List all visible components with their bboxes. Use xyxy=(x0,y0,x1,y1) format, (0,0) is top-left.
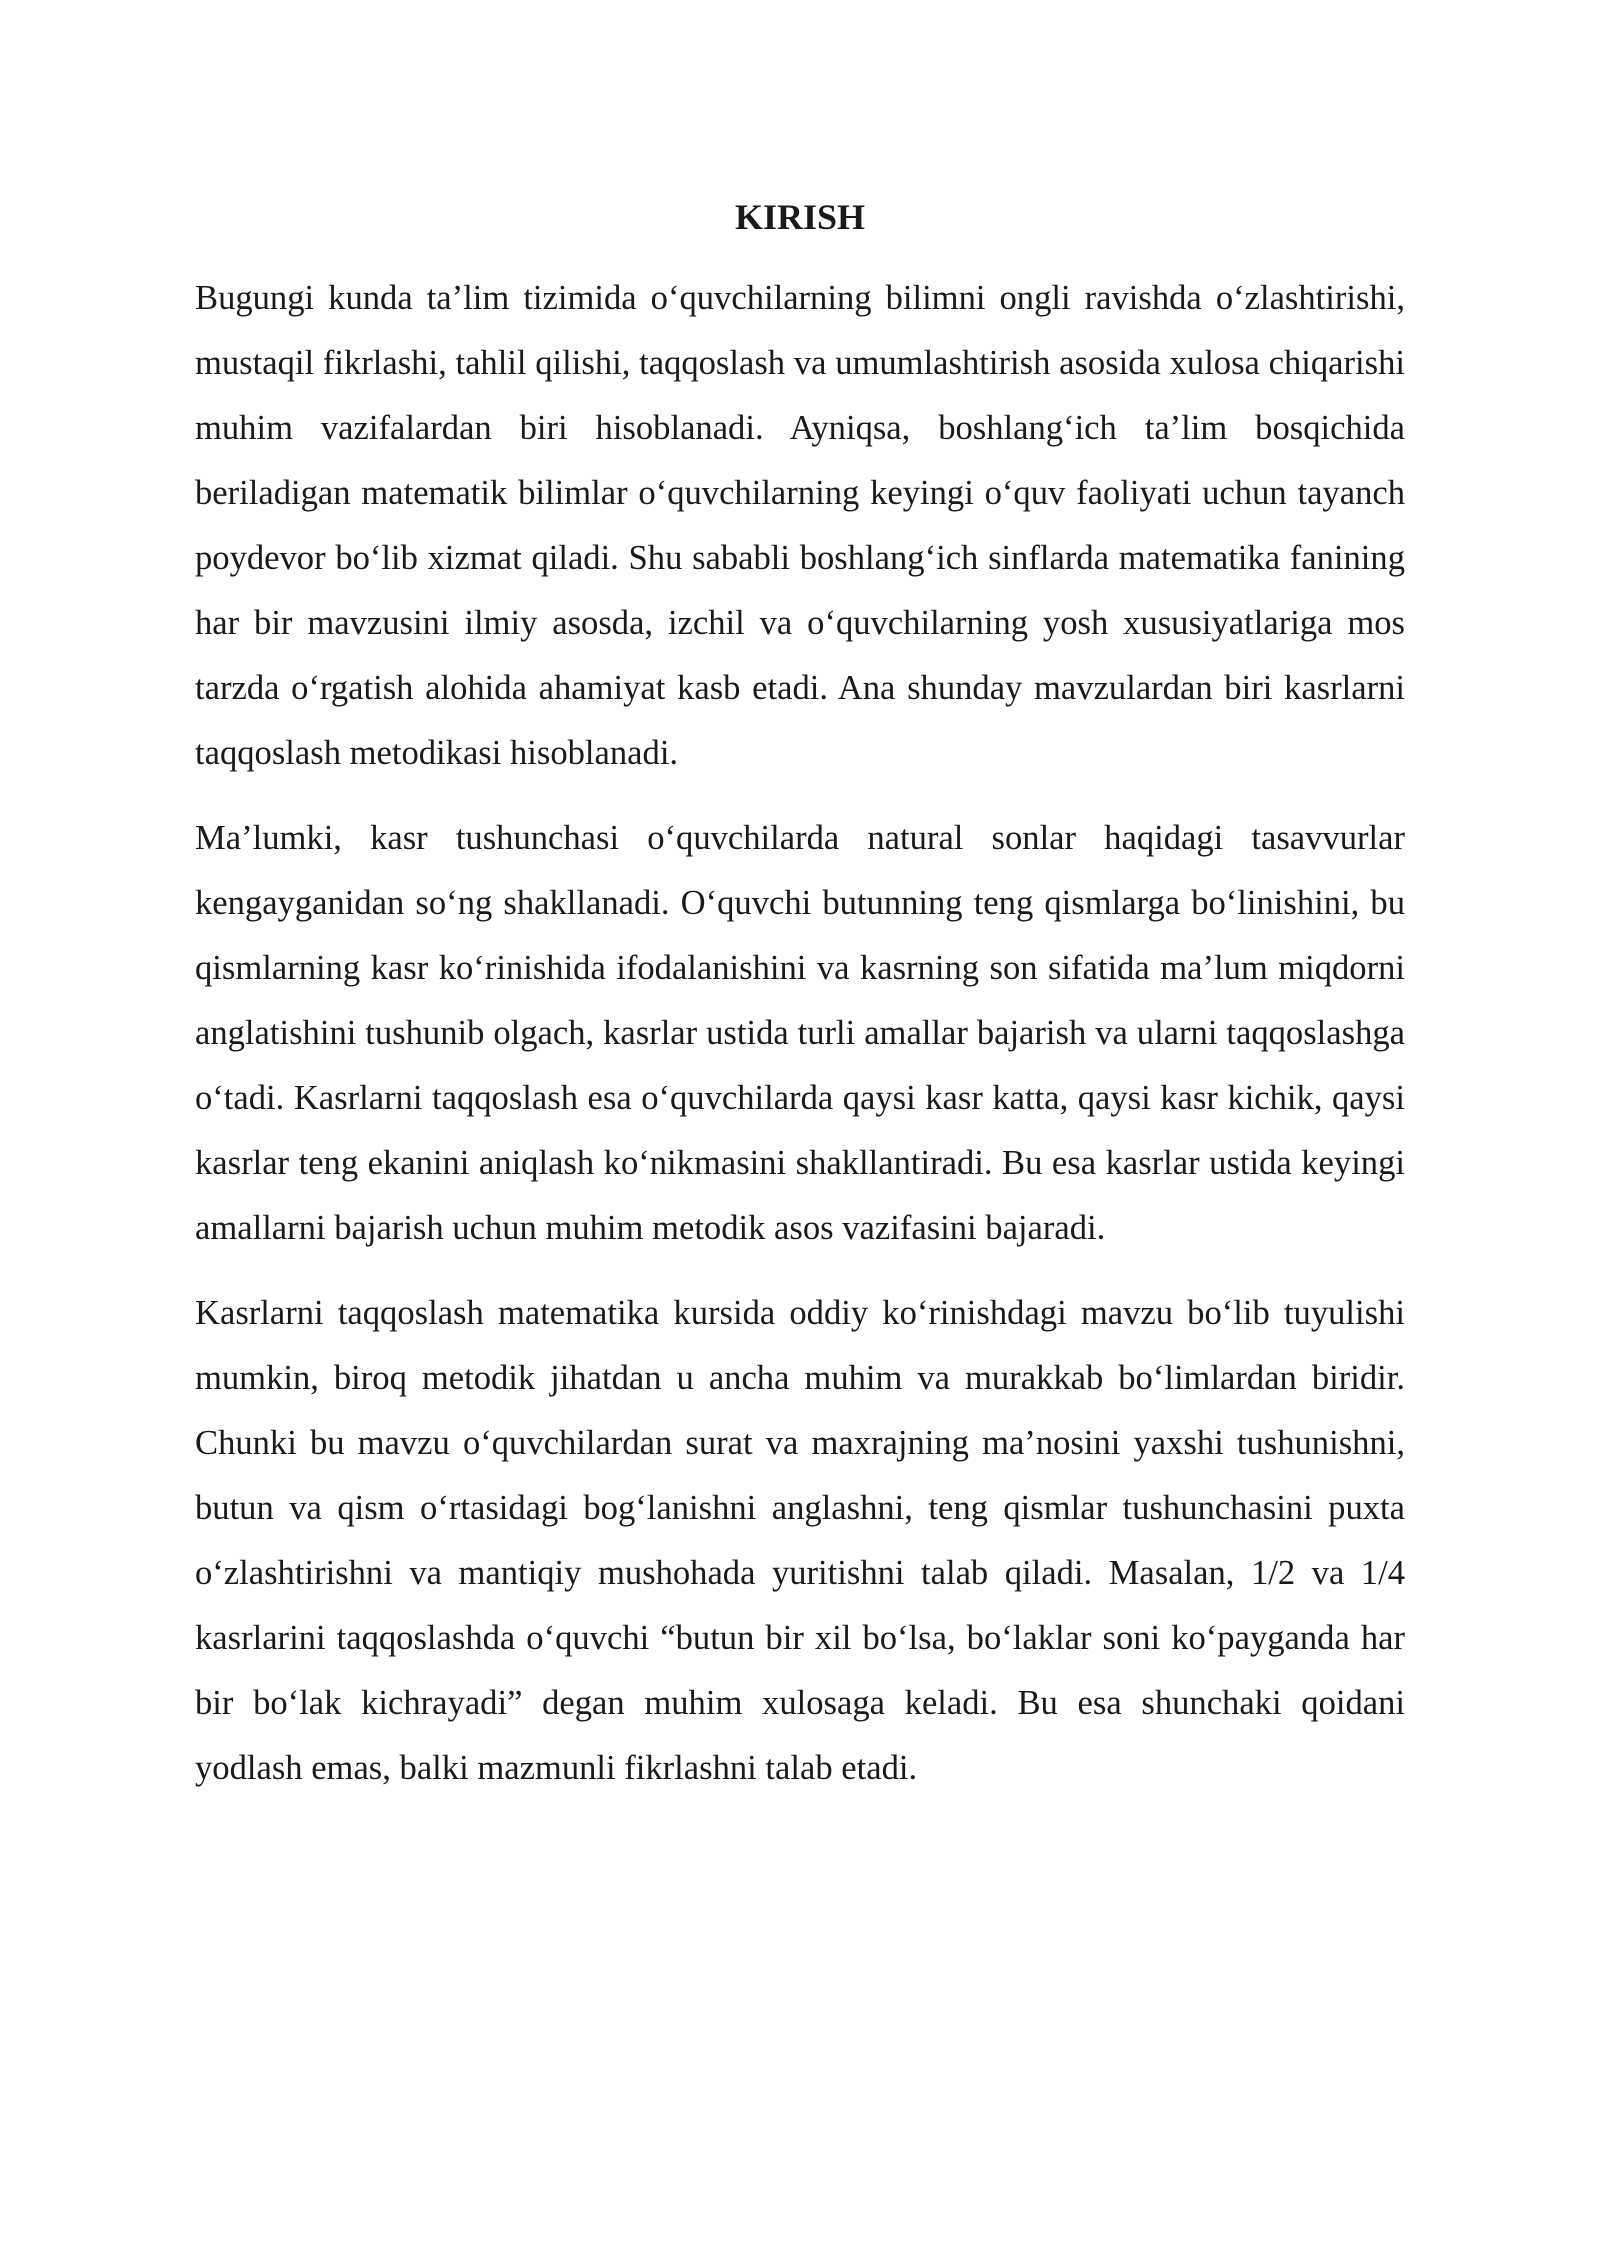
document-body xyxy=(195,188,1405,1821)
paragraph-2: Ma’lumki, kasr tushunchasi o‘quvchilarda natural sonlar haqidagi tasavvurlar kengayganidan so‘ng shakllanadi. O‘quvchi butunning teng qismlarga bo‘linishini, bu qismlarning kasr ko‘rinishida ifodalanishini va kasrning son sifatida ma’lum miqdorni anglatishini tushunib olgach, kasrlar ustida turli amallar bajarish va ularni taqqoslashga o‘tadi. Kasrlarni taqqoslash esa o‘quvchilarda qaysi kasr katta, qaysi kasr kichik, qaysi kasrlar teng ekanini aniqlash ko‘nikmasini shakllantiradi. Bu esa kasrlar ustida keyingi amallarni bajarish uchun muhim metodik asos vazifasini bajaradi. xyxy=(195,819,1405,1247)
page-title: KIRISH xyxy=(734,197,866,237)
paragraph-3: Kasrlarni taqqoslash matematika kursida oddiy ko‘rinishdagi mavzu bo‘lib tuyulishi mumkin, biroq metodik jihatdan u ancha muhim va murakkab bo‘limlardan biridir. Chunki bu mavzu o‘quvchilardan surat va maxrajning ma’nosini yaxshi tushunishni, butun va qism o‘rtasidagi bog‘lanishni anglashni, teng qismlar tushunchasini puxta o‘zlashtirishni va mantiqiy mushohada yuritishni talab qiladi. Masalan, 1/2 va 1/4 kasrlarini taqqoslashda o‘quvchi “butun bir xil bo‘lsa, bo‘laklar soni ko‘payganda har bir bo‘lak kichrayadi” degan muhim xulosaga keladi. Bu esa shunchaki qoidani yodlash emas, balki mazmunli fikrlashni talab etadi. xyxy=(195,1294,1405,1787)
paragraph-1: Bugungi kunda ta’lim tizimida o‘quvchilarning bilimni ongli ravishda o‘zlashtirishi, mustaqil fikrlashi, tahlil qilishi, taqqoslash va umumlashtirish asosida xulosa chiqarishi muhim vazifalardan biri hisoblanadi. Ayniqsa, boshlang‘ich ta’lim bosqichida beriladigan matematik bilimlar o‘quvchilarning keyingi o‘quv faoliyati uchun tayanch poydevor bo‘lib xizmat qiladi. Shu sababli boshlang‘ich sinflarda matematika fanining har bir mavzusini ilmiy asosda, izchil va o‘quvchilarning yosh xususiyatlariga mos tarzda o‘rgatish alohida ahamiyat kasb etadi. Ana shunday mavzulardan biri kasrlarni taqqoslash metodikasi hisoblanadi. xyxy=(195,279,1405,772)
